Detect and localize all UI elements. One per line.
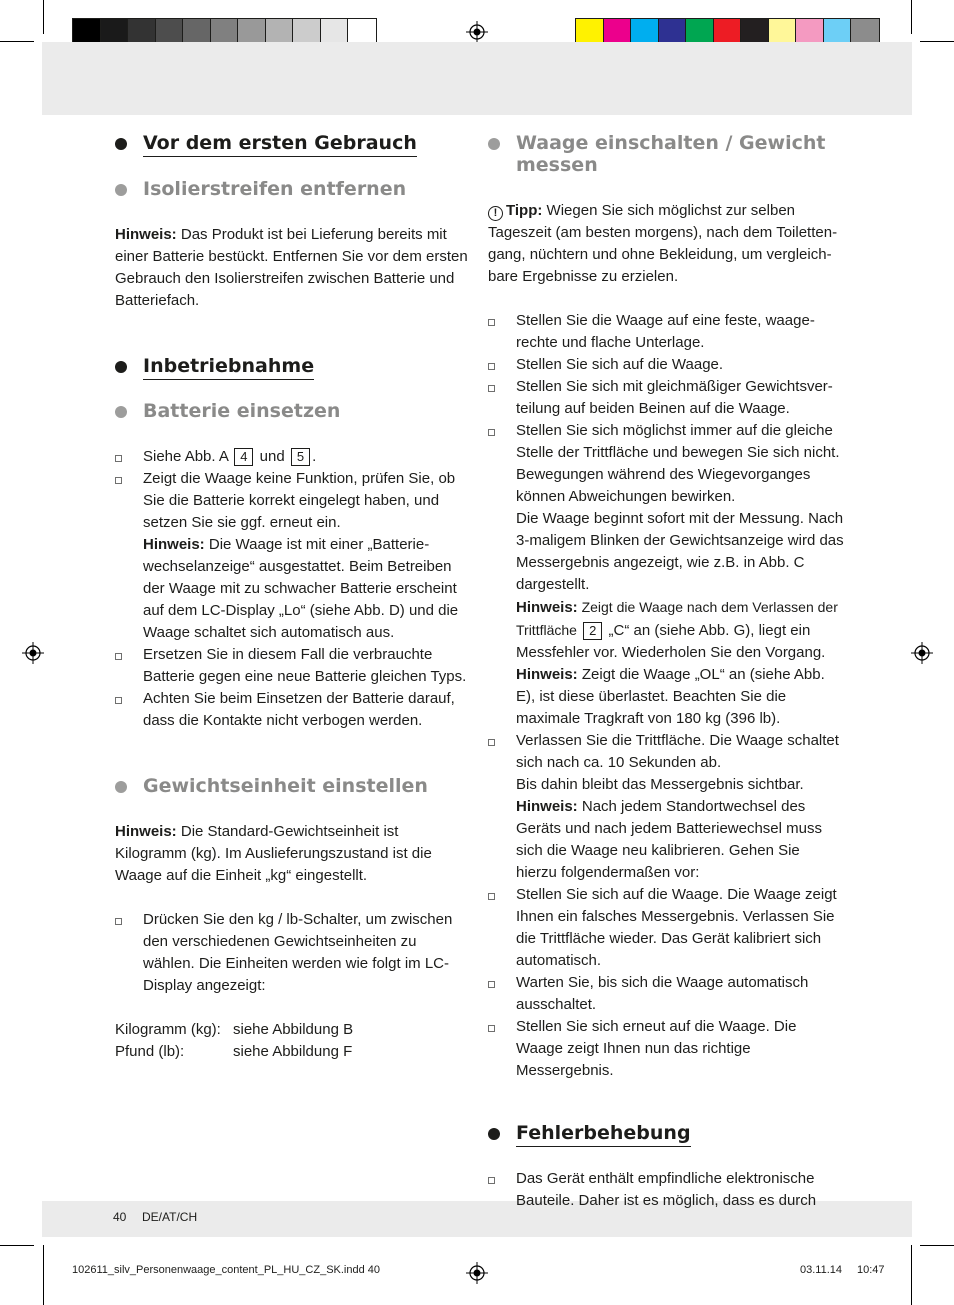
subsection-heading	[115, 400, 471, 422]
exclamation-icon: !	[488, 206, 503, 221]
instruction-list	[488, 310, 844, 1082]
note-text: Zeigt die Waage nach dem Verlassen der Trittfläche	[516, 599, 838, 638]
list-text: Warten Sie, bis sich die Waage automatisch ausschaltet.	[516, 974, 809, 1013]
checkbox-square-icon	[488, 363, 495, 370]
subheading-text: Isolierstreifen entfernen	[143, 178, 407, 200]
list-text: und	[259, 448, 285, 465]
crop-mark	[43, 1245, 44, 1305]
subheading-text: Gewichtseinheit einstellen	[143, 775, 428, 797]
subsection-heading	[115, 178, 471, 200]
list-item	[488, 1168, 844, 1212]
checkbox-square-icon	[115, 455, 122, 462]
checkbox-square-icon	[488, 893, 495, 900]
list-text: Stellen Sie sich auf die Waage.	[516, 356, 724, 373]
list-item	[488, 1016, 844, 1082]
note-label: Hinweis:	[143, 536, 205, 553]
registration-mark-icon	[466, 21, 488, 43]
left-column	[115, 130, 471, 1063]
note-paragraph	[115, 224, 471, 312]
heading-text: Vor dem ersten Gebrauch	[143, 132, 417, 157]
list-text: Stellen Sie sich erneut auf die Waage. Die Waage zeigt Ihnen nun das richtige Messergebnis.	[516, 1018, 797, 1079]
crop-mark	[43, 0, 44, 34]
bullet-dot-icon	[115, 361, 127, 373]
unit-label: Kilogramm (kg):	[115, 1021, 221, 1038]
list-text: Bis dahin bleibt das Messergebnis sichtbar.	[516, 776, 804, 793]
note-text: „C“ an (siehe Abb. G), liegt ein Messfehler vor. Wiederholen Sie den Vorgang.	[516, 622, 826, 661]
note-label: Hinweis:	[516, 666, 578, 683]
section-heading	[115, 132, 471, 157]
subheading-text: Waage einschalten / Gewicht messen	[516, 132, 826, 176]
list-text: Ersetzen Sie in diesem Fall die verbrauchte Batterie gegen eine neue Batterie gleichen Typs.	[143, 646, 467, 685]
list-text: Achten Sie beim Einsetzen der Batterie darauf, dass die Kontakte nicht verbogen werden.	[143, 690, 455, 729]
list-text: Stellen Sie sich auf die Waage. Die Waage zeigt Ihnen ein falsches Messergebnis. Verlassen Sie die Trittfläche wieder. Das Gerät kalibriert sich automatisch.	[516, 886, 837, 969]
heading-text: Inbetriebnahme	[143, 355, 314, 380]
list-item	[488, 972, 844, 1016]
figure-ref: 5	[291, 448, 310, 466]
list-text: Verlassen Sie die Trittfläche. Die Waage schaltet sich nach ca. 10 Sekunden ab.	[516, 732, 839, 771]
list-text: Stellen Sie sich mit gleichmäßiger Gewichtsverteilung auf beiden Beinen auf die Waage.	[516, 378, 833, 417]
checkbox-square-icon	[115, 477, 122, 484]
list-item	[488, 310, 844, 354]
list-item	[115, 446, 471, 468]
checkbox-square-icon	[488, 429, 495, 436]
subheading-text: Batterie einsetzen	[143, 400, 341, 422]
tip-paragraph	[488, 200, 844, 288]
instruction-list	[488, 1168, 844, 1212]
crop-mark	[920, 1245, 954, 1246]
section-heading	[488, 1122, 844, 1147]
list-text: .	[312, 448, 317, 465]
checkbox-square-icon	[115, 653, 122, 660]
list-text: Stellen Sie sich möglichst immer auf die gleiche Stelle der Trittfläche und bewegen Sie sich nicht. Bewegungen während des Wiegevorganges können Abweichungen bewirken.	[516, 422, 840, 505]
bullet-dot-icon	[115, 406, 127, 418]
bullet-dot-icon	[115, 138, 127, 150]
note-text: Nach jedem Standortwechsel des Geräts und nach jedem Batteriewechsel muss sich die Waage neu kalibrieren. Gehen Sie hierzu folgendermaßen vor:	[516, 798, 822, 881]
checkbox-square-icon	[488, 1025, 495, 1032]
note-paragraph	[115, 821, 471, 887]
subsection-heading	[488, 132, 844, 176]
list-item	[488, 884, 844, 972]
list-text: Drücken Sie den kg / lb-Schalter, um zwischen den verschiedenen Gewichtseinheiten zu wählen. Die Einheiten werden wie folgt im LC-Display angezeigt:	[143, 911, 453, 994]
list-text: Stellen Sie die Waage auf eine feste, waagerechte und flache Unterlage.	[516, 312, 815, 351]
checkbox-square-icon	[488, 739, 495, 746]
list-item	[115, 688, 471, 732]
crop-mark	[911, 1245, 912, 1305]
bullet-dot-icon	[115, 184, 127, 196]
list-item	[115, 468, 471, 644]
registration-mark-icon	[22, 642, 44, 664]
note-text: Das Produkt ist bei Lieferung bereits mit einer Batterie bestückt. Entfernen Sie vor dem ersten Gebrauch den Isolierstreifen zwischen Batterie und Batteriefach.	[115, 226, 468, 309]
list-text: Das Gerät enthält empfindliche elektronische Bauteile. Daher ist es möglich, dass es durch	[516, 1170, 817, 1209]
checkbox-square-icon	[488, 1177, 495, 1184]
crop-mark	[0, 1245, 34, 1246]
registration-mark-icon	[911, 642, 933, 664]
registration-mark-icon	[466, 1262, 488, 1284]
header-band	[42, 42, 912, 115]
tip-text: Wiegen Sie sich möglichst zur selben Tageszeit (am besten morgens), nach dem Toilettengang, nüchtern und ohne Bekleidung, um vergleichbare Ergebnisse zu erzielen.	[488, 202, 838, 285]
checkbox-square-icon	[115, 918, 122, 925]
note-label: Hinweis:	[516, 599, 578, 616]
page-number: 40	[113, 1210, 127, 1224]
list-item	[488, 376, 844, 420]
note-text: Die Standard-Gewichtseinheit ist Kilogramm (kg). Im Auslieferungszustand ist die Waage auf die Einheit „kg“ eingestellt.	[115, 823, 432, 884]
subsection-heading	[115, 775, 471, 797]
list-item	[488, 420, 844, 730]
crop-mark	[920, 41, 954, 42]
note-label: Hinweis:	[115, 823, 177, 840]
unit-table	[115, 1019, 471, 1063]
section-heading	[115, 355, 471, 380]
list-item	[488, 730, 844, 884]
checkbox-square-icon	[488, 385, 495, 392]
bullet-dot-icon	[488, 138, 500, 150]
unit-value: siehe Abbildung B	[233, 1021, 354, 1038]
instruction-list	[115, 446, 471, 732]
locale-label: DE/AT/CH	[142, 1210, 198, 1224]
right-column	[488, 130, 844, 1212]
tip-label: Tipp:	[506, 202, 543, 219]
checkbox-square-icon	[488, 319, 495, 326]
bullet-dot-icon	[488, 1128, 500, 1140]
note-text: Die Waage ist mit einer „Batteriewechselanzeige“ ausgestattet. Beim Betreiben der Waage mit zu schwacher Batterie erscheint auf dem LC-Display „Lo“ (siehe Abb. D) und die Waage schaltet sich automatisch aus.	[143, 536, 459, 641]
list-item	[115, 644, 471, 688]
crop-mark	[0, 41, 34, 42]
bullet-dot-icon	[115, 781, 127, 793]
heading-text: Fehlerbehebung	[516, 1122, 691, 1147]
note-label: Hinweis:	[115, 226, 177, 243]
note-label: Hinweis:	[516, 798, 578, 815]
print-slug-file: 102611_silv_Personenwaage_content_PL_HU_CZ_SK.indd 40	[72, 1264, 381, 1276]
print-slug-time: 10:47	[857, 1264, 885, 1276]
checkbox-square-icon	[488, 981, 495, 988]
list-item	[488, 354, 844, 376]
list-text: Die Waage beginnt sofort mit der Messung. Nach 3-maligem Blinken der Gewichtsanzeige wird das Messergebnis angezeigt, wie z.B. in Abb. C dargestellt.	[516, 510, 844, 593]
unit-label: Pfund (lb):	[115, 1043, 185, 1060]
crop-mark	[911, 0, 912, 34]
unit-value: siehe Abbildung F	[233, 1043, 353, 1060]
figure-ref: 2	[583, 622, 602, 640]
print-slug-date: 03.11.14	[800, 1264, 843, 1276]
list-text: Siehe Abb. A	[143, 448, 229, 465]
note-text: Zeigt die Waage „OL“ an (siehe Abb. E), ist diese überlastet. Beachten Sie die maximale Tragkraft von 180 kg (396 lb).	[516, 666, 825, 727]
list-item	[115, 909, 471, 997]
instruction-list	[115, 909, 471, 997]
figure-ref: 4	[234, 448, 253, 466]
checkbox-square-icon	[115, 697, 122, 704]
list-text: Zeigt die Waage keine Funktion, prüfen Sie, ob Sie die Batterie korrekt eingelegt haben, und setzen Sie sie ggf. erneut ein.	[143, 470, 456, 531]
